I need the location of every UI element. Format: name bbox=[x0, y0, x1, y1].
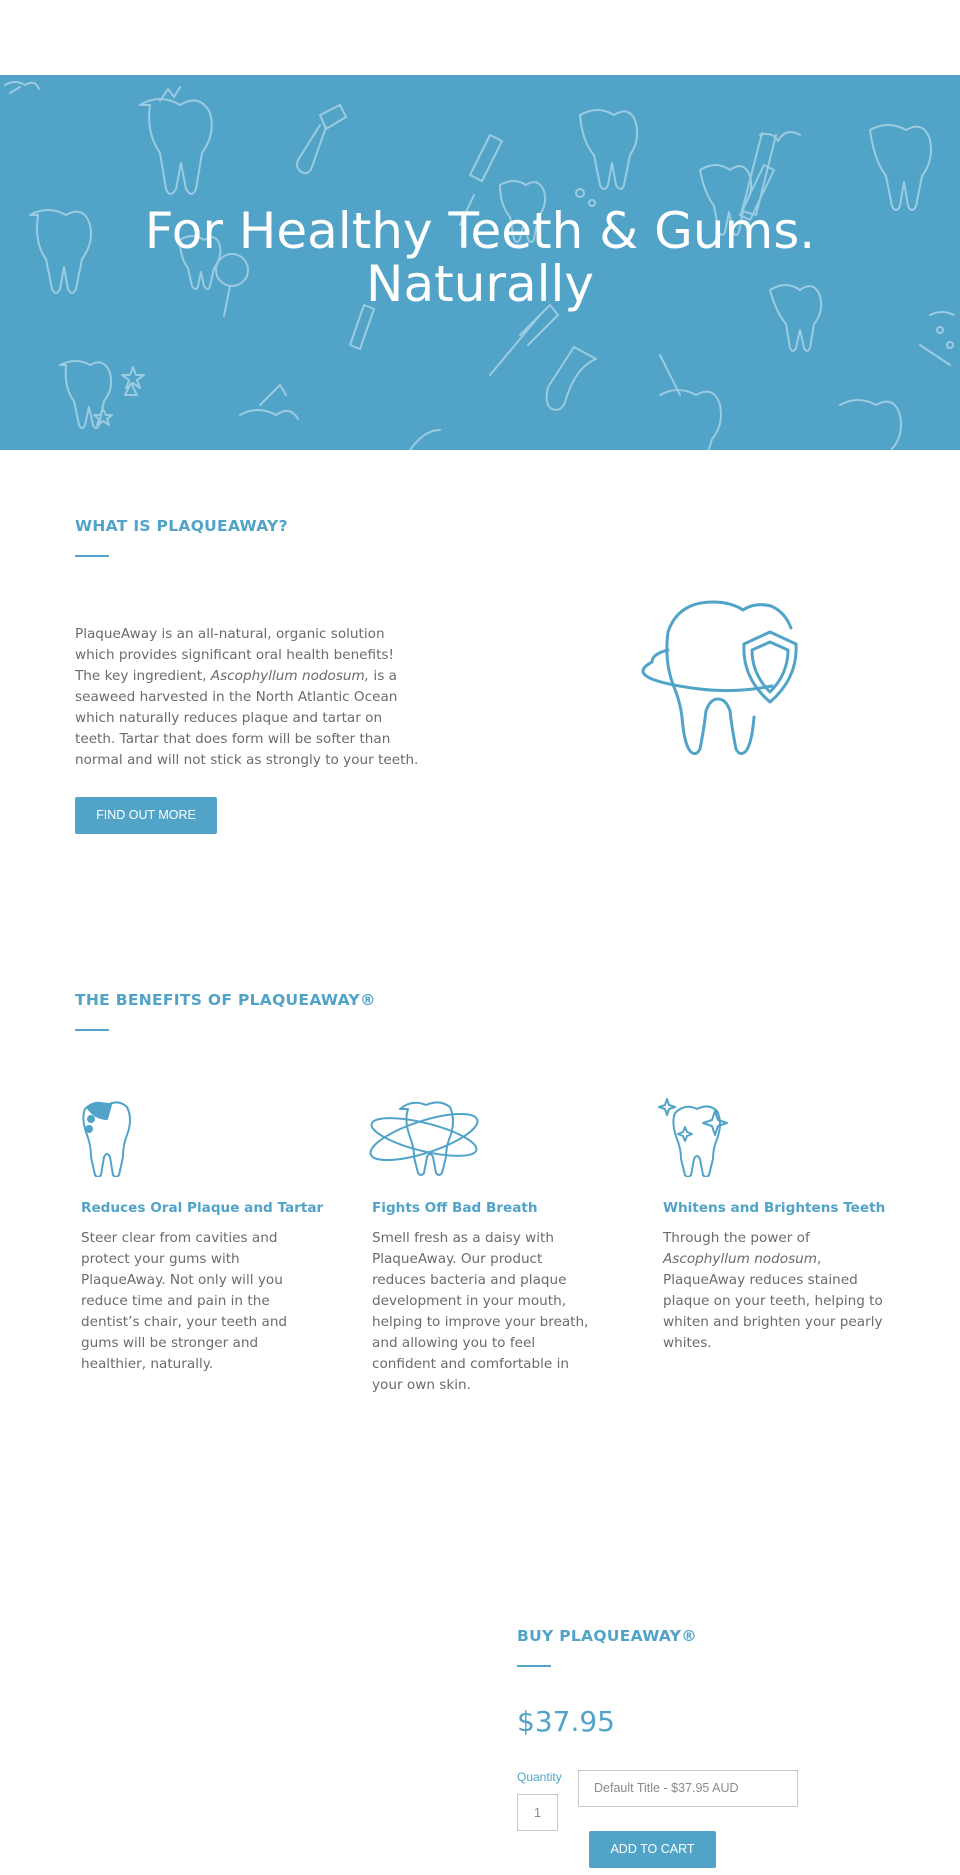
about-text-italic: Ascophyllum nodosum, bbox=[210, 668, 370, 684]
benefit-title: Whitens and Brightens Teeth bbox=[663, 1200, 886, 1216]
about-heading: WHAT IS PLAQUEAWAY? bbox=[75, 517, 288, 535]
benefit-text bbox=[663, 1228, 883, 1354]
tooth-shield-icon bbox=[638, 592, 802, 756]
tooth-orbit-icon bbox=[366, 1097, 486, 1177]
benefits-heading-rule bbox=[75, 1029, 109, 1031]
benefit-text-italic: Ascophyllum nodosum bbox=[663, 1251, 818, 1267]
quantity-label: Quantity bbox=[517, 1770, 562, 1784]
benefit-title: Fights Off Bad Breath bbox=[372, 1200, 538, 1216]
benefit-card-whitening bbox=[657, 1097, 886, 1351]
hero-title bbox=[0, 202, 960, 313]
hero-title-line1: For Healthy Teeth & Gums. bbox=[144, 202, 816, 260]
benefits-heading: THE BENEFITS OF PLAQUEAWAY® bbox=[75, 991, 376, 1009]
benefit-text-part2: , PlaqueAway reduces stained plaque on your teeth, helping to whiten and brighten your pearly whites. bbox=[663, 1251, 883, 1351]
buy-heading: BUY PLAQUEAWAY® bbox=[517, 1627, 698, 1645]
hero-banner bbox=[0, 75, 960, 450]
about-text-part1: PlaqueAway is an all-natural, organic solution which provides significant oral health benefits! The key ingredient, bbox=[75, 626, 394, 684]
about-description bbox=[75, 624, 420, 771]
hero-title-line2: Naturally bbox=[366, 255, 594, 313]
tooth-plaque-icon bbox=[75, 1097, 145, 1177]
benefit-text-part1: Through the power of bbox=[663, 1230, 810, 1246]
buy-heading-rule bbox=[517, 1665, 551, 1667]
sparkling-tooth-icon bbox=[657, 1097, 737, 1177]
add-to-cart-button[interactable]: ADD TO CART bbox=[589, 1831, 716, 1868]
product-price: $37.95 bbox=[517, 1705, 615, 1738]
benefit-text: Smell fresh as a daisy with PlaqueAway. Our product reduces bacteria and plaque development in your mouth, helping to improve your breath, and allowing you to feel confident and comfortable in your own skin. bbox=[372, 1230, 589, 1393]
about-text-part2: is a seaweed harvested in the North Atlantic Ocean which naturally reduces plaque and tartar on teeth. Tartar that does form will be softer than normal and will not stick as strongly to your teeth. bbox=[75, 668, 419, 768]
benefit-text: Steer clear from cavities and protect your gums with PlaqueAway. Not only will you reduce time and pain in the dentist’s chair, your teeth and gums will be stronger and healthier, naturally. bbox=[81, 1230, 288, 1372]
variant-select[interactable]: Default Title - $37.95 AUD bbox=[578, 1770, 798, 1807]
about-heading-rule bbox=[75, 555, 109, 557]
benefit-card-plaque bbox=[75, 1097, 324, 1372]
benefit-title: Reduces Oral Plaque and Tartar bbox=[81, 1200, 324, 1216]
benefit-card-breath bbox=[366, 1097, 591, 1393]
find-out-more-button[interactable]: FIND OUT MORE bbox=[75, 797, 217, 834]
quantity-input[interactable]: 1 bbox=[517, 1794, 558, 1831]
